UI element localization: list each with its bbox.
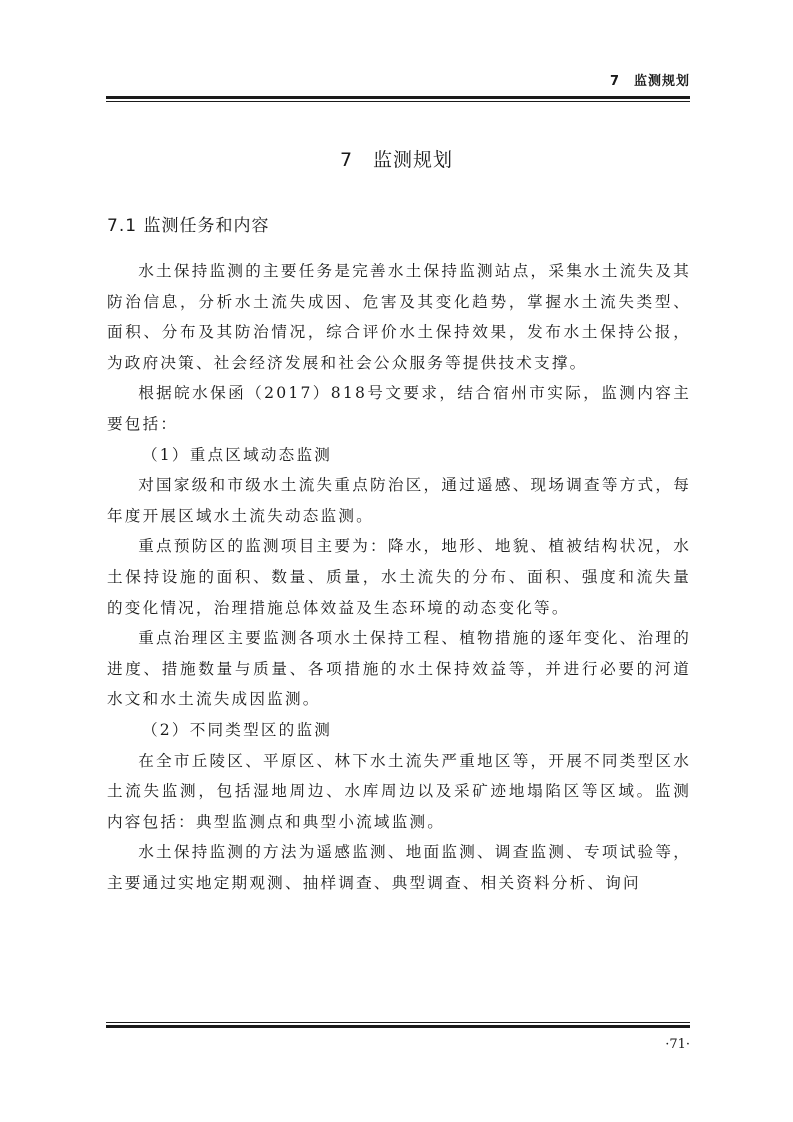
paragraph-type-area: 在全市丘陵区、平原区、林下水土流失严重地区等，开展不同类型区水土流失监测，包括湿地周边、水库周边以及采矿迹地塌陷区等区域。监测内容包括：典型监测点和典型小流域监测。 [107, 751, 691, 831]
list-item-key-area-monitoring: （1）重点区域动态监测 [142, 445, 333, 464]
paragraph-key-area-dynamic: 对国家级和市级水土流失重点防治区，通过遥感、现场调查等方式，每年度开展区域水土流失动态监测。 [107, 476, 691, 525]
running-header: 7 监测规划 [609, 74, 690, 89]
section-title: 7.1 监测任务和内容 [107, 216, 270, 236]
chapter-title: 7 监测规划 [339, 149, 454, 171]
paragraph-monitoring-methods: 水土保持监测的方法为遥感监测、地面监测、调查监测、专项试验等，主要通过实地定期观测、抽样调查、典型调查、相关资料分析、询问 [107, 843, 691, 892]
paragraph-treatment-area: 重点治理区主要监测各项水土保持工程、植物措施的逐年变化、治理的进度、措施数量与质量、各项措施的水土保持效益等，并进行必要的河道水文和水土流失成因监测。 [107, 629, 691, 709]
paragraph-monitoring-tasks: 水土保持监测的主要任务是完善水土保持监测站点，采集水土流失及其防治信息，分析水土流失成因、危害及其变化趋势，掌握水土流失类型、面积、分布及其防治情况，综合评价水土保持效果，发布水土保持公报，为政府决策、社会经济发展和社会公众服务等提供技术支撑。 [107, 262, 691, 372]
footer-rule-thin [106, 1022, 690, 1023]
header-rule-thick [106, 96, 690, 99]
header-rule-thin [106, 101, 690, 102]
page-number: ·71· [665, 1037, 690, 1052]
paragraph-prevention-area: 重点预防区的监测项目主要为：降水，地形、地貌、植被结构状况，水土保持设施的面积、数量、质量，水土流失的分布、面积、强度和流失量的变化情况，治理措施总体效益及生态环境的动态变化等。 [107, 537, 691, 617]
list-item-type-area-monitoring: （2）不同类型区的监测 [142, 720, 333, 739]
body-text [107, 256, 691, 898]
footer-rule-thick [106, 1025, 690, 1028]
paragraph-monitoring-basis: 根据皖水保函（2017）818号文要求，结合宿州市实际，监测内容主要包括： [107, 384, 691, 433]
